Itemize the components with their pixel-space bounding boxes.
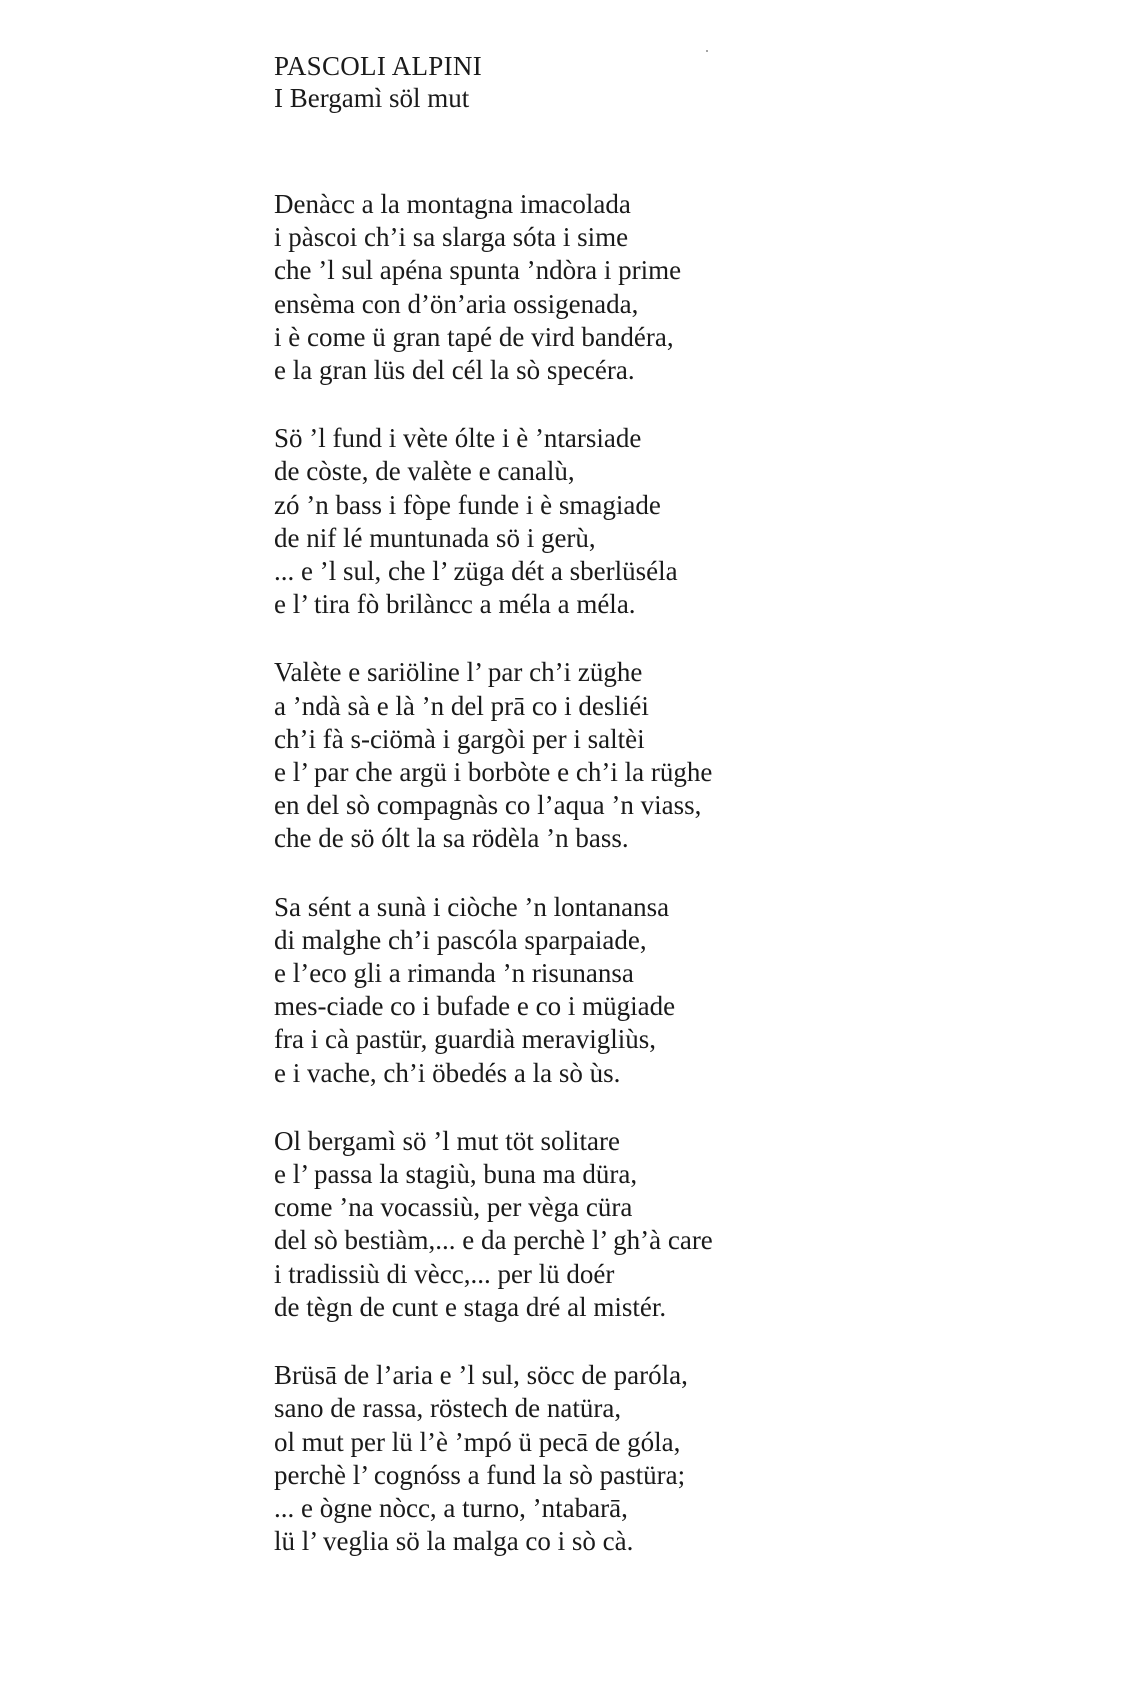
stanza-3 xyxy=(274,656,1094,855)
stanza-4 xyxy=(274,891,1094,1090)
verse-line: ol mut per lü l’è ’mpó ü pecā de góla, xyxy=(274,1426,681,1457)
verse-line: perchè l’ cognóss a fund la sò pastüra; xyxy=(274,1459,686,1490)
verse-line: e i vache, ch’i öbedés a la sò ùs. xyxy=(274,1057,621,1088)
verse-line: lü l’ veglia sö la malga co i sò cà. xyxy=(274,1526,634,1557)
verse-line: i pàscoi ch’i sa slarga sóta i sime xyxy=(274,222,629,253)
verse-line: e l’ tira fò brilàncc a méla a méla. xyxy=(274,589,636,620)
verse-line: Denàcc a la montagna imacolada xyxy=(274,189,631,219)
verse-line: come ’na vocassiù, per vèga cüra xyxy=(274,1192,633,1223)
verse-line: de tègn de cunt e staga dré al mistér. xyxy=(274,1291,667,1322)
verse-line: e l’eco gli a rimanda ’n risunansa xyxy=(274,958,634,989)
verse-line: fra i cà pastür, guardià meravigliùs, xyxy=(274,1024,657,1055)
poem-subtitle: I Bergamì söl mut xyxy=(274,83,470,113)
verse-line: sano de rassa, röstech de natüra, xyxy=(274,1393,622,1424)
stanza-5 xyxy=(274,1125,1094,1324)
stanza-2 xyxy=(274,422,1094,621)
poem-page xyxy=(274,50,1094,1593)
verse-line: che ’l sul apéna spunta ’ndòra i prime xyxy=(274,255,682,286)
verse-line: Brüsā de l’aria e ’l sul, söcc de paróla, xyxy=(274,1360,688,1391)
verse-line: i tradissiù di vècc,... per lü doér xyxy=(274,1258,615,1289)
verse-line: i è come ü gran tapé de vird bandéra, xyxy=(274,321,674,352)
poem-title: PASCOLI ALPINI xyxy=(274,51,482,81)
verse-line: ... e ògne nòcc, a turno, ’ntabarā, xyxy=(274,1492,628,1523)
verse-line: zó ’n bass i fòpe funde i è smagiade xyxy=(274,489,661,520)
verse-line: ... e ’l sul, che l’ züga dét a sberlüséla xyxy=(274,556,678,587)
poem-body xyxy=(274,188,1094,1558)
verse-line: e l’ par che argü i borbòte e ch’i la rüghe xyxy=(274,757,713,788)
verse-line: Sö ’l fund i vète ólte i è ’ntarsiade xyxy=(274,423,642,454)
verse-line: del sò bestiàm,... e da perchè l’ gh’à care xyxy=(274,1225,713,1256)
verse-line: a ’ndà sà e là ’n del prā co i desliéi xyxy=(274,690,649,721)
verse-line: Sa sént a sunà i ciòche ’n lontanansa xyxy=(274,891,670,922)
verse-line: che de sö ólt la sa rödèla ’n bass. xyxy=(274,823,629,854)
verse-line: de nif lé muntunada sö i gerù, xyxy=(274,522,596,553)
verse-line: de còste, de valète e canalù, xyxy=(274,456,575,487)
verse-line: di malghe ch’i pascóla sparpaiade, xyxy=(274,924,647,955)
verse-line: ch’i fà s-ciömà i gargòi per i saltèi xyxy=(274,723,645,754)
verse-line: ensèma con d’ön’aria ossigenada, xyxy=(274,288,639,319)
verse-line: e l’ passa la stagiù, buna ma düra, xyxy=(274,1159,638,1190)
stanza-1 xyxy=(274,188,1094,387)
verse-line: e la gran lüs del cél la sò specéra. xyxy=(274,355,635,386)
stanza-6 xyxy=(274,1359,1094,1558)
verse-line: Valète e sariöline l’ par ch’i züghe xyxy=(274,657,643,688)
verse-line: Ol bergamì sö ’l mut töt solitare xyxy=(274,1125,620,1156)
verse-line: en del sò compagnàs co l’aqua ’n viass, xyxy=(274,790,702,821)
verse-line: mes-ciade co i bufade e co i mügiade xyxy=(274,991,676,1022)
